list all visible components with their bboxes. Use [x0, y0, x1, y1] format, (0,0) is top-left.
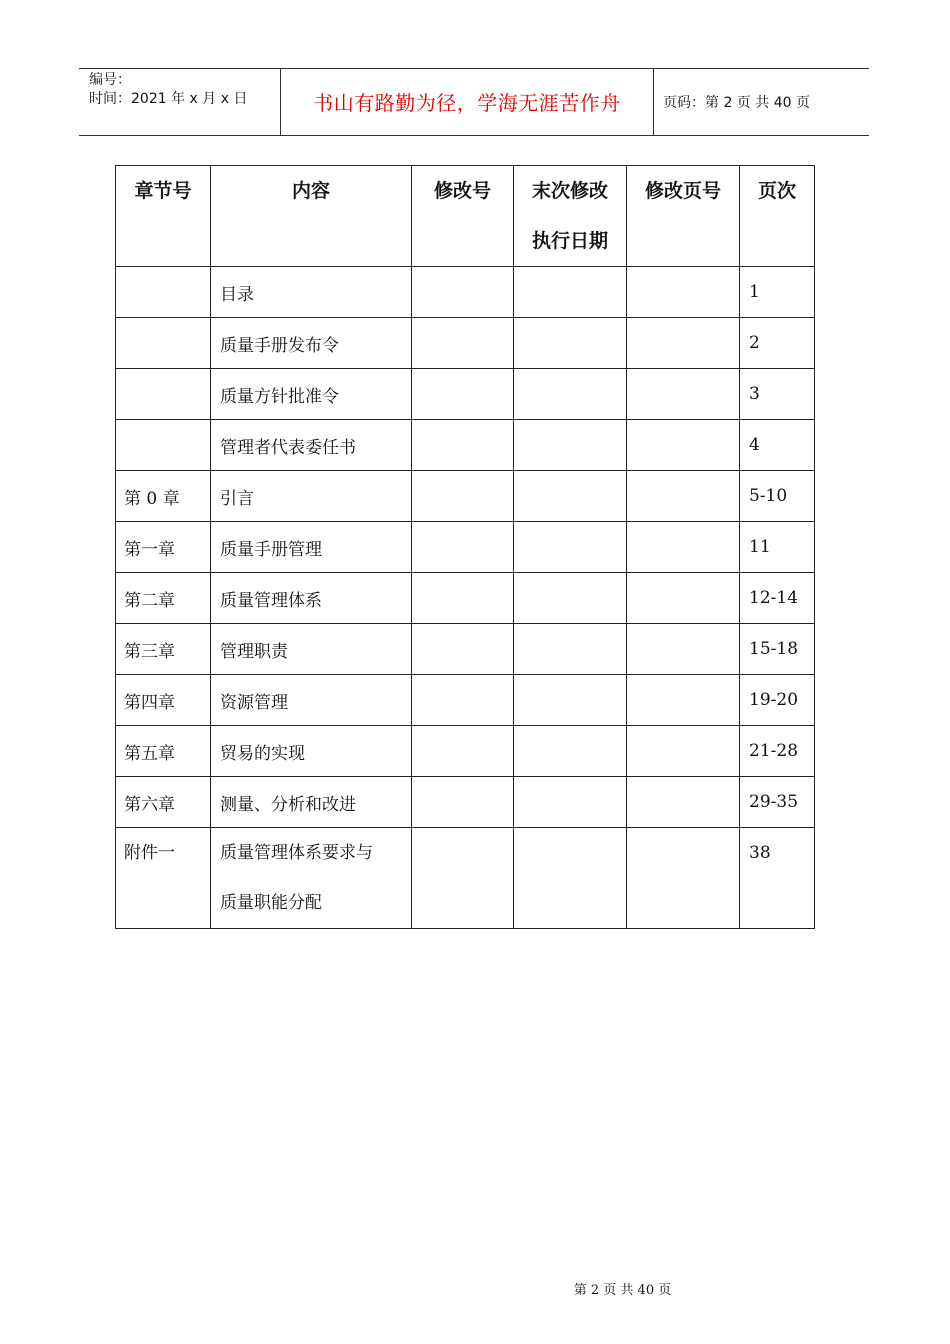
- header-revised-page: 修改页号: [627, 166, 740, 267]
- chapter-cell: 第四章: [116, 675, 211, 726]
- page-cell: 5-10: [740, 471, 815, 522]
- table-row: [116, 522, 815, 573]
- last-revision-cell: [514, 318, 627, 369]
- chapter-cell: 第 0 章: [116, 471, 211, 522]
- header-revision-no: 修改号: [412, 166, 514, 267]
- page-footer: 第 2 页 共 40 页: [573, 1283, 672, 1298]
- chapter-cell: [116, 420, 211, 471]
- page-cell: 21-28: [740, 726, 815, 777]
- chapter-cell: 第五章: [116, 726, 211, 777]
- content-cell: 管理者代表委任书: [211, 420, 412, 471]
- content-cell: 管理职责: [211, 624, 412, 675]
- revised-page-cell: [627, 573, 740, 624]
- last-revision-cell: [514, 522, 627, 573]
- chapter-text: 附件一: [124, 843, 175, 863]
- table-row: [116, 828, 815, 929]
- page-cell: 15-18: [740, 624, 815, 675]
- last-revision-cell: [514, 624, 627, 675]
- revision-cell: [412, 471, 514, 522]
- content-line-2: 质量职能分配: [220, 893, 322, 913]
- header-meta: [89, 71, 247, 109]
- page-cell: 29-35: [740, 777, 815, 828]
- revision-cell: [412, 726, 514, 777]
- page-cell: 3: [740, 369, 815, 420]
- revised-page-cell: [627, 726, 740, 777]
- content-cell: 质量手册管理: [211, 522, 412, 573]
- content-cell: 质量手册发布令: [211, 318, 412, 369]
- page-cell: 19-20: [740, 675, 815, 726]
- page-cell: 2: [740, 318, 815, 369]
- revised-page-cell: [627, 420, 740, 471]
- chapter-cell: 第二章: [116, 573, 211, 624]
- header-chapter: 章节号: [116, 166, 211, 267]
- chapter-cell: [116, 828, 211, 929]
- chapter-cell: [116, 267, 211, 318]
- revision-cell: [412, 573, 514, 624]
- last-revision-cell: [514, 267, 627, 318]
- revised-page-cell: [627, 318, 740, 369]
- revised-page-cell: [627, 471, 740, 522]
- last-revision-cell: [514, 420, 627, 471]
- table-row: [116, 369, 815, 420]
- header-last-revision-date: [514, 166, 627, 267]
- last-revision-cell: [514, 828, 627, 929]
- document-code: 编号：: [89, 72, 131, 88]
- content-line-1: 质量管理体系要求与: [220, 843, 373, 863]
- page-text: 38: [749, 843, 771, 863]
- revision-cell: [412, 624, 514, 675]
- content-cell: 贸易的实现: [211, 726, 412, 777]
- header-page: 页次: [740, 166, 815, 267]
- content-cell: 资源管理: [211, 675, 412, 726]
- last-revision-cell: [514, 726, 627, 777]
- table-row: [116, 675, 815, 726]
- revision-cell: [412, 267, 514, 318]
- revised-page-cell: [627, 522, 740, 573]
- page-cell: 12-14: [740, 573, 815, 624]
- table-row: [116, 573, 815, 624]
- revision-cell: [412, 828, 514, 929]
- revision-cell: [412, 420, 514, 471]
- chapter-cell: [116, 369, 211, 420]
- revised-page-cell: [627, 777, 740, 828]
- header-divider: [653, 68, 654, 135]
- page-cell: 11: [740, 522, 815, 573]
- header-page-info: 页码：第 2 页 共 40 页: [663, 94, 810, 111]
- last-revision-cell: [514, 369, 627, 420]
- revised-page-cell: [627, 369, 740, 420]
- document-date: 时间：2021 年 x 月 x 日: [89, 91, 248, 107]
- last-revision-cell: [514, 675, 627, 726]
- content-cell: 目录: [211, 267, 412, 318]
- content-cell: 引言: [211, 471, 412, 522]
- revision-cell: [412, 675, 514, 726]
- revision-cell: [412, 522, 514, 573]
- table-row: [116, 420, 815, 471]
- table-row: [116, 318, 815, 369]
- content-cell: 质量管理体系: [211, 573, 412, 624]
- revision-cell: [412, 318, 514, 369]
- revision-cell: [412, 777, 514, 828]
- content-cell: 质量方针批准令: [211, 369, 412, 420]
- table-row: [116, 777, 815, 828]
- header-bottom-rule: [79, 135, 869, 136]
- header-last-revision-line2: 执行日期: [531, 230, 608, 252]
- revised-page-cell: [627, 624, 740, 675]
- revised-page-cell: [627, 267, 740, 318]
- revised-page-cell: [627, 675, 740, 726]
- table-row: [116, 624, 815, 675]
- chapter-cell: [116, 318, 211, 369]
- revised-page-cell: [627, 828, 740, 929]
- table-row: [116, 267, 815, 318]
- contents-table: [115, 165, 815, 929]
- chapter-cell: 第六章: [116, 777, 211, 828]
- content-cell: [211, 828, 412, 929]
- page-cell: [740, 828, 815, 929]
- table-row: [116, 726, 815, 777]
- header-content: 内容: [211, 166, 412, 267]
- page-cell: 1: [740, 267, 815, 318]
- last-revision-cell: [514, 777, 627, 828]
- last-revision-cell: [514, 573, 627, 624]
- header-last-revision-line1: 末次修改: [531, 180, 608, 202]
- page-cell: 4: [740, 420, 815, 471]
- revision-cell: [412, 369, 514, 420]
- content-cell: 测量、分析和改进: [211, 777, 412, 828]
- table-row: [116, 471, 815, 522]
- last-revision-cell: [514, 471, 627, 522]
- chapter-cell: 第一章: [116, 522, 211, 573]
- table-header-row: [116, 166, 815, 267]
- header-motto: 书山有路勤为径，学海无涯苦作舟: [313, 91, 621, 115]
- chapter-cell: 第三章: [116, 624, 211, 675]
